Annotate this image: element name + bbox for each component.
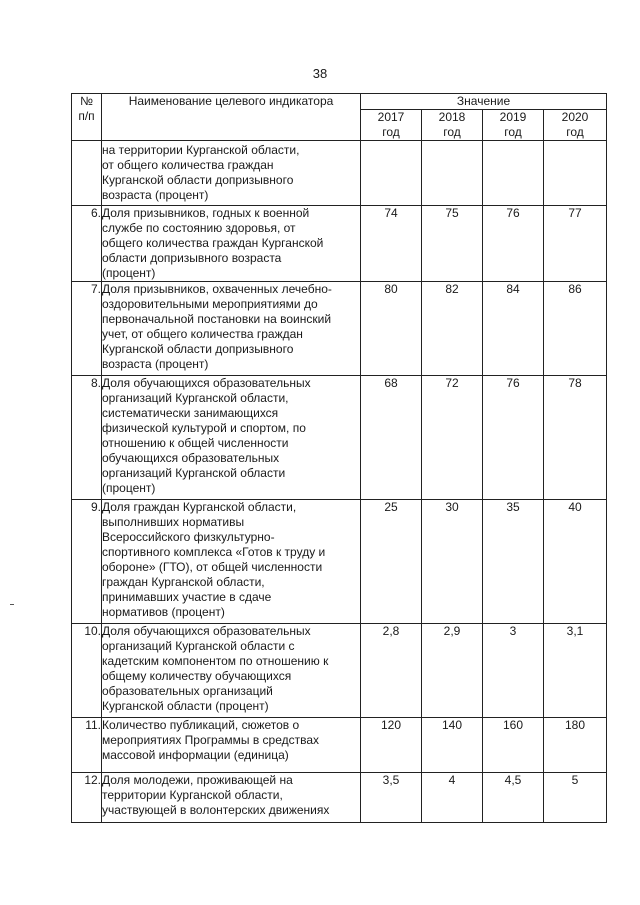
- indicator-name-line: Курганской области (процент): [102, 699, 269, 713]
- indicator-name-line: Доля обучающихся образовательных: [102, 624, 311, 638]
- indicator-name: [102, 773, 361, 823]
- value-cell-2019: 35: [483, 500, 544, 624]
- page-number: 38: [312, 66, 328, 81]
- value-cell-2018: [422, 141, 483, 206]
- value-cell-2020: 86: [544, 282, 607, 376]
- value-cell-2017: [361, 141, 422, 206]
- value-cell-2017: 2,8: [361, 624, 422, 718]
- header-value: Значение: [361, 94, 607, 110]
- indicator-name-line: Доля обучающихся образовательных: [102, 376, 311, 390]
- indicator-name: [102, 500, 361, 624]
- indicator-name-line: учет, от общего количества граждан: [102, 327, 303, 341]
- value-cell-2018: 140: [422, 718, 483, 773]
- value-cell-2020: 5: [544, 773, 607, 823]
- indicator-name-line: отношению к общей численности: [102, 436, 289, 450]
- value-cell-2019: 4,5: [483, 773, 544, 823]
- table-body: [72, 141, 607, 823]
- row-number: 7.: [72, 282, 102, 376]
- table-row: [72, 500, 607, 624]
- row-number: 6.: [72, 206, 102, 282]
- stray-mark: [10, 604, 14, 605]
- value-cell-2020: 78: [544, 376, 607, 500]
- row-number: 12.: [72, 773, 102, 823]
- indicator-name-line: мероприятиях Программы в средствах: [102, 733, 320, 747]
- table-row: [72, 282, 607, 376]
- indicator-name: [102, 141, 361, 206]
- indicator-name: [102, 206, 361, 282]
- year-unit: год: [382, 125, 400, 139]
- indicator-name-line: службе по состоянию здоровья, от: [102, 221, 296, 235]
- table-row: [72, 624, 607, 718]
- header-year-2020: [544, 110, 607, 141]
- indicator-name-line: массовой информации (единица): [102, 748, 289, 762]
- indicator-name-line: возраста (процент): [102, 188, 209, 202]
- table-row: [72, 773, 607, 823]
- row-number: [72, 141, 102, 206]
- value-cell-2018: 30: [422, 500, 483, 624]
- indicator-name-line: Доля молодежи, проживающей на: [102, 773, 293, 787]
- value-cell-2019: 3: [483, 624, 544, 718]
- indicator-name-line: обороне» (ГТО), от общей численности: [102, 560, 323, 574]
- header-number-line1: №: [80, 94, 93, 108]
- table-row: [72, 206, 607, 282]
- indicator-name-line: Доля граждан Курганской области,: [102, 500, 297, 514]
- indicator-name-line: систематически занимающихся: [102, 406, 279, 420]
- indicator-name-line: выполнивших нормативы: [102, 515, 245, 529]
- indicator-name-line: Курганской области допризывного: [102, 342, 294, 356]
- value-cell-2017: 3,5: [361, 773, 422, 823]
- indicator-name-line: Курганской области допризывного: [102, 173, 294, 187]
- row-number: 11.: [72, 718, 102, 773]
- indicator-name-line: спортивного комплекса «Готов к труду и: [102, 545, 326, 559]
- indicator-name-line: Доля призывников, охваченных лечебно-: [102, 282, 332, 296]
- value-cell-2018: 72: [422, 376, 483, 500]
- header-year-2017: [361, 110, 422, 141]
- year-label: 2019: [499, 110, 527, 124]
- indicator-name-line: граждан Курганской области,: [102, 575, 265, 589]
- year-label: 2018: [438, 110, 466, 124]
- value-cell-2019: 76: [483, 376, 544, 500]
- value-cell-2017: 120: [361, 718, 422, 773]
- value-cell-2018: 82: [422, 282, 483, 376]
- value-cell-2020: [544, 141, 607, 206]
- indicator-name: [102, 718, 361, 773]
- value-cell-2019: [483, 141, 544, 206]
- value-cell-2017: 25: [361, 500, 422, 624]
- table-row: [72, 718, 607, 773]
- year-label: 2017: [377, 110, 405, 124]
- value-cell-2019: 76: [483, 206, 544, 282]
- value-cell-2020: 180: [544, 718, 607, 773]
- indicator-name-line: области допризывного возраста: [102, 251, 282, 265]
- indicator-name-line: организаций Курганской области с: [102, 639, 295, 653]
- indicator-name: [102, 624, 361, 718]
- indicator-name-line: на территории Курганской области,: [102, 143, 300, 157]
- indicator-name-line: общего количества граждан Курганской: [102, 236, 324, 250]
- value-cell-2019: 160: [483, 718, 544, 773]
- indicator-name-line: Доля призывников, годных к военной: [102, 206, 310, 220]
- table-row: [72, 141, 607, 206]
- indicator-name-line: общему количеству обучающихся: [102, 669, 292, 683]
- table-row: [72, 376, 607, 500]
- value-cell-2018: 75: [422, 206, 483, 282]
- indicator-name-line: Количество публикаций, сюжетов о: [102, 718, 300, 732]
- indicator-name: [102, 282, 361, 376]
- year-unit: год: [504, 125, 522, 139]
- indicator-name-line: принимавших участие в сдаче: [102, 590, 272, 604]
- indicator-name-line: нормативов (процент): [102, 605, 225, 619]
- indicator-name-line: от общего количества граждан: [102, 158, 274, 172]
- indicator-name-line: участвующей в волонтерских движениях: [102, 803, 330, 817]
- indicator-name-line: организаций Курганской области,: [102, 391, 289, 405]
- row-number: 8.: [72, 376, 102, 500]
- header-number: [72, 94, 102, 141]
- indicator-name-line: территории Курганской области,: [102, 788, 283, 802]
- value-cell-2020: 3,1: [544, 624, 607, 718]
- indicator-name-line: организаций Курганской области: [102, 466, 286, 480]
- header-year-2019: [483, 110, 544, 141]
- header-year-2018: [422, 110, 483, 141]
- year-label: 2020: [561, 110, 589, 124]
- indicator-name-line: образовательных организаций: [102, 684, 273, 698]
- value-cell-2018: 2,9: [422, 624, 483, 718]
- year-unit: год: [443, 125, 461, 139]
- indicator-name-line: первоначальной постановки на воинский: [102, 312, 332, 326]
- row-number: 9.: [72, 500, 102, 624]
- value-cell-2019: 84: [483, 282, 544, 376]
- indicator-name-line: физической культурой и спортом, по: [102, 421, 306, 435]
- year-unit: год: [566, 125, 584, 139]
- indicator-name-line: кадетским компонентом по отношению к: [102, 654, 329, 668]
- value-cell-2020: 40: [544, 500, 607, 624]
- header-indicator-name: Наименование целевого индикатора: [102, 94, 361, 141]
- header-number-line2: п/п: [78, 109, 95, 123]
- indicator-name-line: (процент): [102, 481, 156, 495]
- indicator-name-line: оздоровительными мероприятиями до: [102, 297, 318, 311]
- value-cell-2017: 68: [361, 376, 422, 500]
- indicator-name-line: возраста (процент): [102, 357, 209, 371]
- indicator-name: [102, 376, 361, 500]
- indicator-name-line: обучающихся образовательных: [102, 451, 280, 465]
- indicators-table: [71, 93, 607, 823]
- value-cell-2020: 77: [544, 206, 607, 282]
- value-cell-2017: 80: [361, 282, 422, 376]
- row-number: 10.: [72, 624, 102, 718]
- indicator-name-line: (процент): [102, 266, 156, 280]
- value-cell-2017: 74: [361, 206, 422, 282]
- value-cell-2018: 4: [422, 773, 483, 823]
- indicator-name-line: Всероссийского физкультурно-: [102, 530, 275, 544]
